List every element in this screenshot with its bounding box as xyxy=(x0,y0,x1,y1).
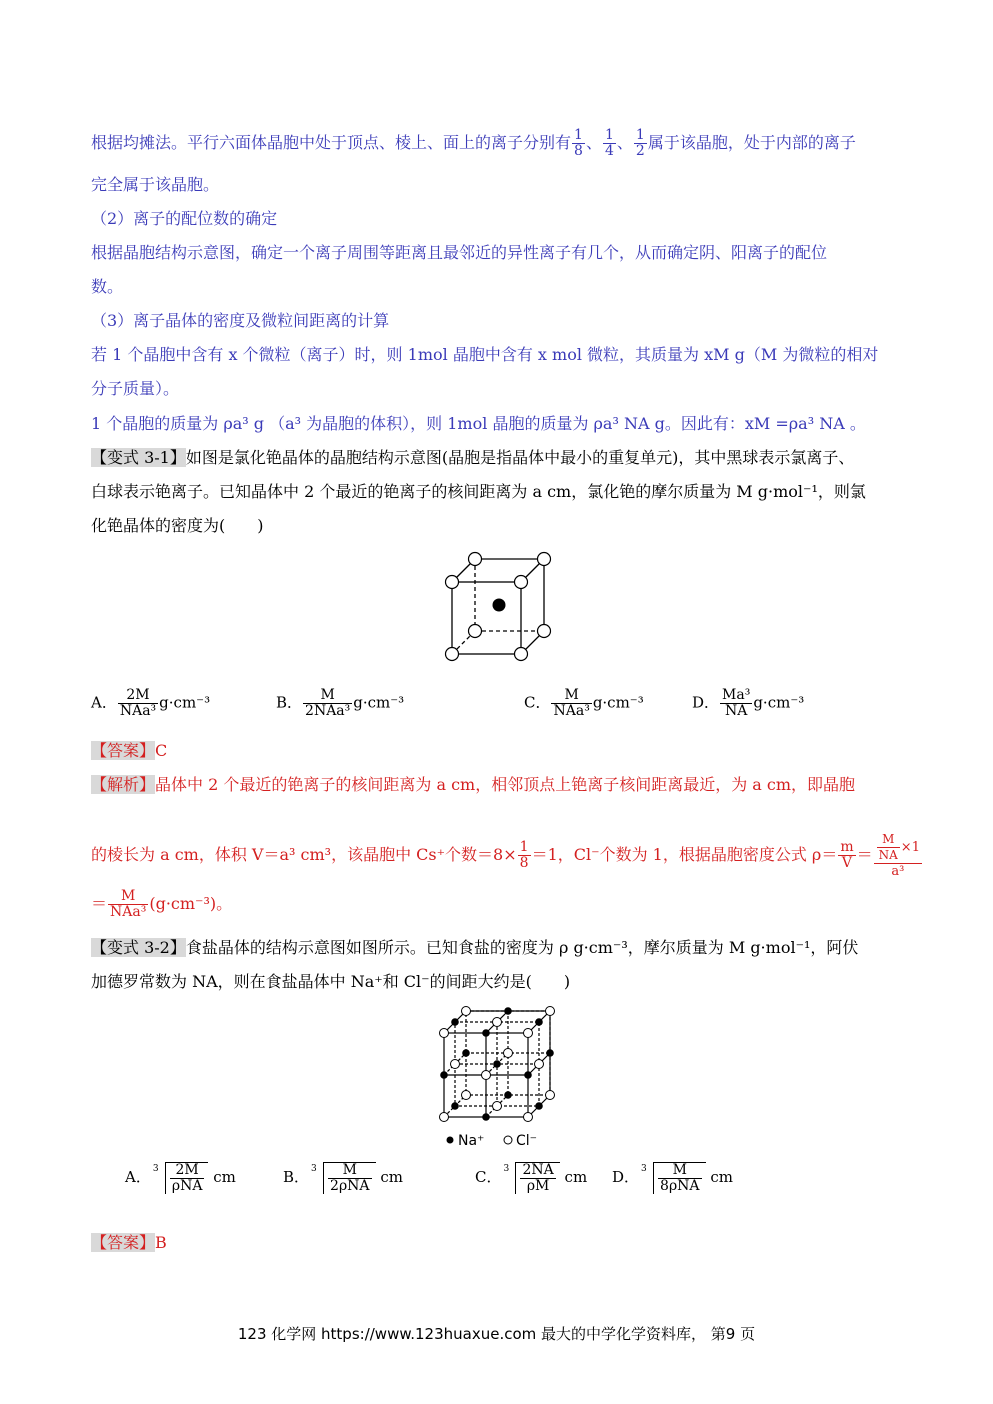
answer-tag: 【答案】 xyxy=(91,1233,156,1252)
nacl-lattice-diagram xyxy=(436,1005,561,1155)
cube-root xyxy=(639,1162,706,1194)
fraction-1-8 xyxy=(518,840,531,871)
den: 2NAa³ xyxy=(305,703,351,719)
num: 2M xyxy=(170,1163,205,1179)
label: B． xyxy=(276,693,303,712)
text: (g·cm⁻³)。 xyxy=(149,894,233,913)
variant-tag: 【变式 3-2】 xyxy=(91,938,186,957)
unit: cm xyxy=(213,1168,236,1186)
text: 如图是氯化铯晶体的晶胞结构示意图(晶胞是指晶体中最小的重复单元)，其中黑球表示氯离子、 xyxy=(185,448,855,467)
den: NA xyxy=(878,848,898,862)
text: 根据均摊法。平行六面体晶胞中处于顶点、棱上、面上的离子分别有 xyxy=(91,133,572,152)
answer-tag: 【答案】 xyxy=(91,741,156,760)
text: 的棱长为 a cm，体积 V＝a³ cm³，该晶胞中 Cs⁺个数＝8× xyxy=(91,845,517,864)
num: 1 xyxy=(604,127,614,143)
eq: ＝ xyxy=(856,845,873,864)
variant-3-1-question xyxy=(91,448,854,468)
den: NAa³ xyxy=(110,904,147,920)
label: D． xyxy=(692,693,720,712)
text: 食盐晶体的结构示意图如图所示。已知食盐的密度为 ρ g·cm⁻³，摩尔质量为 M g·mol⁻¹，阿伏 xyxy=(185,938,859,957)
den: 4 xyxy=(604,143,614,159)
root-index: 3 xyxy=(311,1164,317,1174)
den: NAa³ xyxy=(119,703,157,719)
num: 2M xyxy=(118,688,158,704)
num: M xyxy=(303,688,352,704)
den: 8ρNA xyxy=(660,1178,700,1194)
compound-fraction xyxy=(874,832,922,879)
label: A． xyxy=(91,693,117,712)
answer-3-1 xyxy=(91,741,167,761)
label: C． xyxy=(475,1168,502,1186)
num: M xyxy=(108,889,148,905)
para-averaging xyxy=(91,128,856,159)
legend-na: Na⁺ xyxy=(458,1133,485,1149)
den: 8 xyxy=(574,143,583,159)
unit: cm xyxy=(564,1168,588,1186)
explanation-3-1-line1 xyxy=(91,775,855,795)
fraction xyxy=(658,1163,702,1194)
variant-3-2-question-2: 加德罗常数为 NA，则在食盐晶体中 Na⁺和 Cl⁻的间距大约是( ) xyxy=(91,972,571,991)
para-coordination-1: 根据晶胞结构示意图，确定一个离子周围等距离且最邻近的异性离子有几个，从而确定阴、阳离子的配位 xyxy=(91,243,828,262)
num: M xyxy=(658,1163,702,1179)
den: NA xyxy=(724,703,748,719)
answer-3-2 xyxy=(91,1233,167,1253)
compound-num xyxy=(874,832,922,864)
fraction xyxy=(303,688,352,719)
section-title-coordination: （2）离子的配位数的确定 xyxy=(91,209,278,228)
sep: 、 xyxy=(585,133,602,152)
answer-value: B xyxy=(155,1233,167,1252)
option-d[interactable] xyxy=(612,1162,733,1194)
explanation-3-1-line3 xyxy=(91,889,232,920)
fraction xyxy=(108,889,148,920)
radicand xyxy=(165,1162,209,1194)
den: ρNA xyxy=(171,1178,203,1194)
num: 2NA xyxy=(522,1162,554,1178)
page-footer: 123 化学网 https://www.123huaxue.com 最大的中学化学资料库， 第9 页 xyxy=(237,1325,756,1343)
unit: g·cm⁻³ xyxy=(753,693,805,712)
num: M xyxy=(877,832,900,848)
fraction-1-2 xyxy=(634,128,647,159)
text: ＝1，Cl⁻个数为 1，根据晶胞密度公式 ρ＝ xyxy=(531,845,838,864)
variant-3-1-question-3: 化铯晶体的密度为( ) xyxy=(91,516,264,535)
num: M xyxy=(328,1163,372,1179)
explanation-3-1-line2 xyxy=(91,832,923,879)
num: 1 xyxy=(519,839,529,855)
unit: cm xyxy=(710,1168,733,1186)
label: A． xyxy=(125,1168,151,1186)
option-b[interactable] xyxy=(276,688,404,719)
num: m xyxy=(840,839,854,855)
den: a³ xyxy=(891,864,905,879)
option-c[interactable] xyxy=(524,688,644,719)
fraction xyxy=(170,1163,205,1194)
radicand xyxy=(323,1162,376,1194)
root-index: 3 xyxy=(152,1164,159,1174)
fraction xyxy=(520,1163,555,1194)
explanation-tag: 【解析】 xyxy=(91,775,156,794)
option-d[interactable] xyxy=(692,688,804,719)
cube-root xyxy=(151,1162,209,1194)
unit: cm xyxy=(380,1168,403,1186)
para-averaging-cont: 完全属于该晶胞。 xyxy=(91,175,220,194)
fraction xyxy=(551,688,591,719)
answer-value: C xyxy=(155,741,168,760)
cube-root xyxy=(309,1162,376,1194)
unit: g·cm⁻³ xyxy=(353,693,405,712)
unit: g·cm⁻³ xyxy=(159,693,211,712)
eq: ＝ xyxy=(91,894,108,913)
label: B． xyxy=(283,1168,310,1186)
variant-3-1-question-2: 白球表示铯离子。已知晶体中 2 个最近的铯离子的核间距离为 a cm，氯化铯的摩尔质量为 M g·mol⁻¹，则氯 xyxy=(91,482,866,501)
den: 2ρNA xyxy=(330,1178,370,1194)
fraction xyxy=(720,688,752,719)
num: 1 xyxy=(574,127,583,143)
num: M xyxy=(551,688,591,704)
option-c[interactable] xyxy=(475,1162,587,1194)
para-coordination-2: 数。 xyxy=(91,277,124,296)
den: ρM xyxy=(526,1178,550,1194)
option-a[interactable] xyxy=(91,688,210,719)
label: D． xyxy=(612,1168,640,1186)
para-density-2: 分子质量）。 xyxy=(91,379,180,398)
text: 晶体中 2 个最近的铯离子的核间距离为 a cm，相邻顶点上铯离子核间距离最近，为 a cm，即晶胞 xyxy=(155,775,856,794)
den: 2 xyxy=(635,143,645,159)
text: 属于该晶胞，处于内部的离子 xyxy=(647,133,856,152)
root-index: 3 xyxy=(503,1164,510,1174)
den: NAa³ xyxy=(553,703,590,719)
option-a[interactable] xyxy=(125,1162,236,1194)
root-index: 3 xyxy=(641,1164,647,1174)
fraction-1-4 xyxy=(603,128,616,159)
section-title-density: （3）离子晶体的密度及微粒间距离的计算 xyxy=(91,311,390,330)
sep: 、 xyxy=(616,133,633,152)
cscl-unit-cell-diagram xyxy=(440,547,560,667)
unit: g·cm⁻³ xyxy=(592,693,644,712)
cube-root xyxy=(501,1162,559,1194)
legend-cl: Cl⁻ xyxy=(516,1133,538,1149)
fraction xyxy=(118,688,158,719)
radicand xyxy=(515,1162,559,1194)
variant-3-2-question xyxy=(91,938,858,958)
den: V xyxy=(841,855,853,871)
times: ×1 xyxy=(900,840,920,855)
num: Ma³ xyxy=(722,687,751,703)
variant-tag: 【变式 3-1】 xyxy=(91,448,186,467)
num: 1 xyxy=(635,127,645,143)
para-density-1: 若 1 个晶胞中含有 x 个微粒（离子）时，则 1mol 晶胞中含有 x mol 微粒，其质量为 xM g（M 为微粒的相对 xyxy=(91,345,879,364)
fraction-m-v xyxy=(838,840,855,871)
para-density-3: 1 个晶胞的质量为 ρa³ g （a³ 为晶胞的体积），则 1mol 晶胞的质量为 ρa³ NA g。因此有：xM =ρa³ NA 。 xyxy=(91,414,866,433)
fraction-1-8 xyxy=(572,128,585,159)
option-b[interactable] xyxy=(283,1162,403,1194)
fraction xyxy=(328,1163,372,1194)
den: 8 xyxy=(519,855,529,871)
radicand xyxy=(653,1162,706,1194)
label: C． xyxy=(524,693,551,712)
inner-fraction xyxy=(877,832,900,863)
